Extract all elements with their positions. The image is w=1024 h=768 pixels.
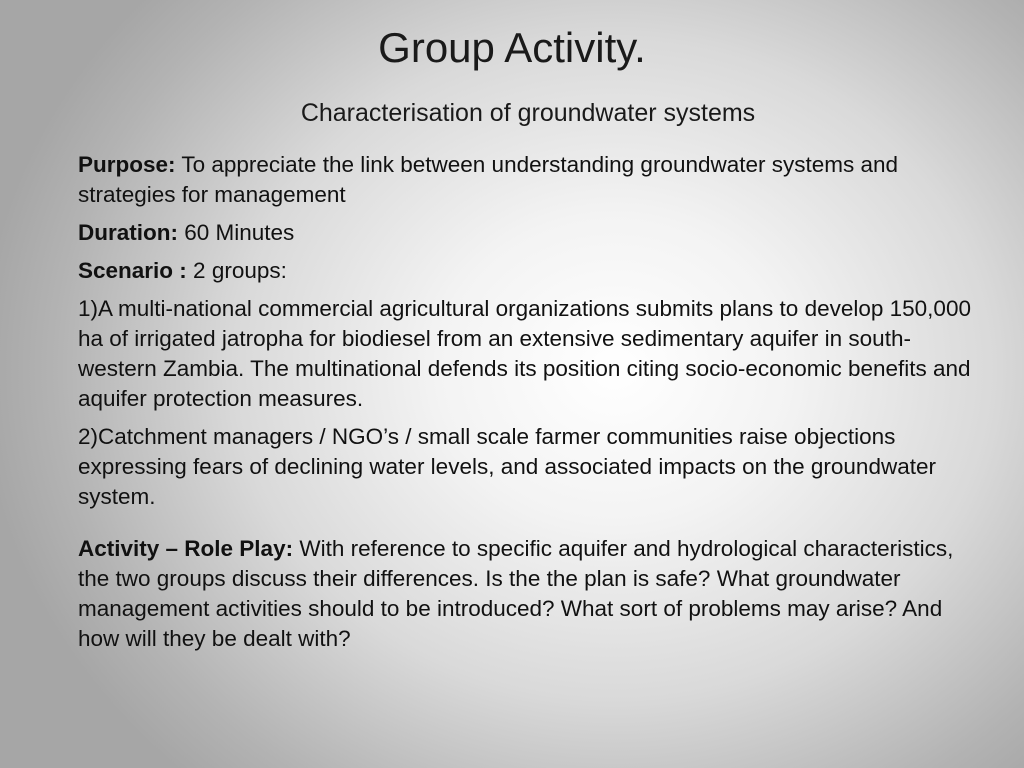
activity-paragraph (78, 534, 983, 654)
scenario-group-2: 2)Catchment managers / NGO’s / small scale farmer communities raise objections expressing fears of declining water levels, and associated impacts on the groundwater system. (78, 424, 936, 509)
purpose-paragraph (78, 150, 983, 210)
purpose-label: Purpose: (78, 152, 176, 177)
activity-text: With reference to specific aquifer and hydrological characteristics, the two groups discuss their differences. Is the the plan is safe? What groundwater management activities should to be introduced? What sort of problems may arise? And how will they be dealt with? (78, 536, 954, 651)
scenario-text: 2 groups: (186, 258, 287, 283)
scenario-label: Scenario : (78, 258, 187, 283)
activity-label: Activity – Role Play: (78, 536, 294, 561)
slide-subtitle: Characterisation of groundwater systems (300, 99, 756, 127)
scenario-paragraph (78, 256, 983, 286)
slide-body (78, 150, 983, 662)
duration-paragraph (78, 218, 983, 248)
duration-text: 60 Minutes (178, 220, 295, 245)
purpose-text: To appreciate the link between understanding groundwater systems and strategies for management (78, 152, 899, 207)
slide-title: Group Activity. (378, 24, 646, 71)
duration-label: Duration: (78, 220, 178, 245)
scenario-group-1: 1)A multi-national commercial agricultural organizations submits plans to develop 150,000 ha of irrigated jatropha for biodiesel from an extensive sedimentary aquifer in south-western Zambia. The multinational defends its position citing socio-economic benefits and aquifer protection measures. (78, 296, 971, 411)
